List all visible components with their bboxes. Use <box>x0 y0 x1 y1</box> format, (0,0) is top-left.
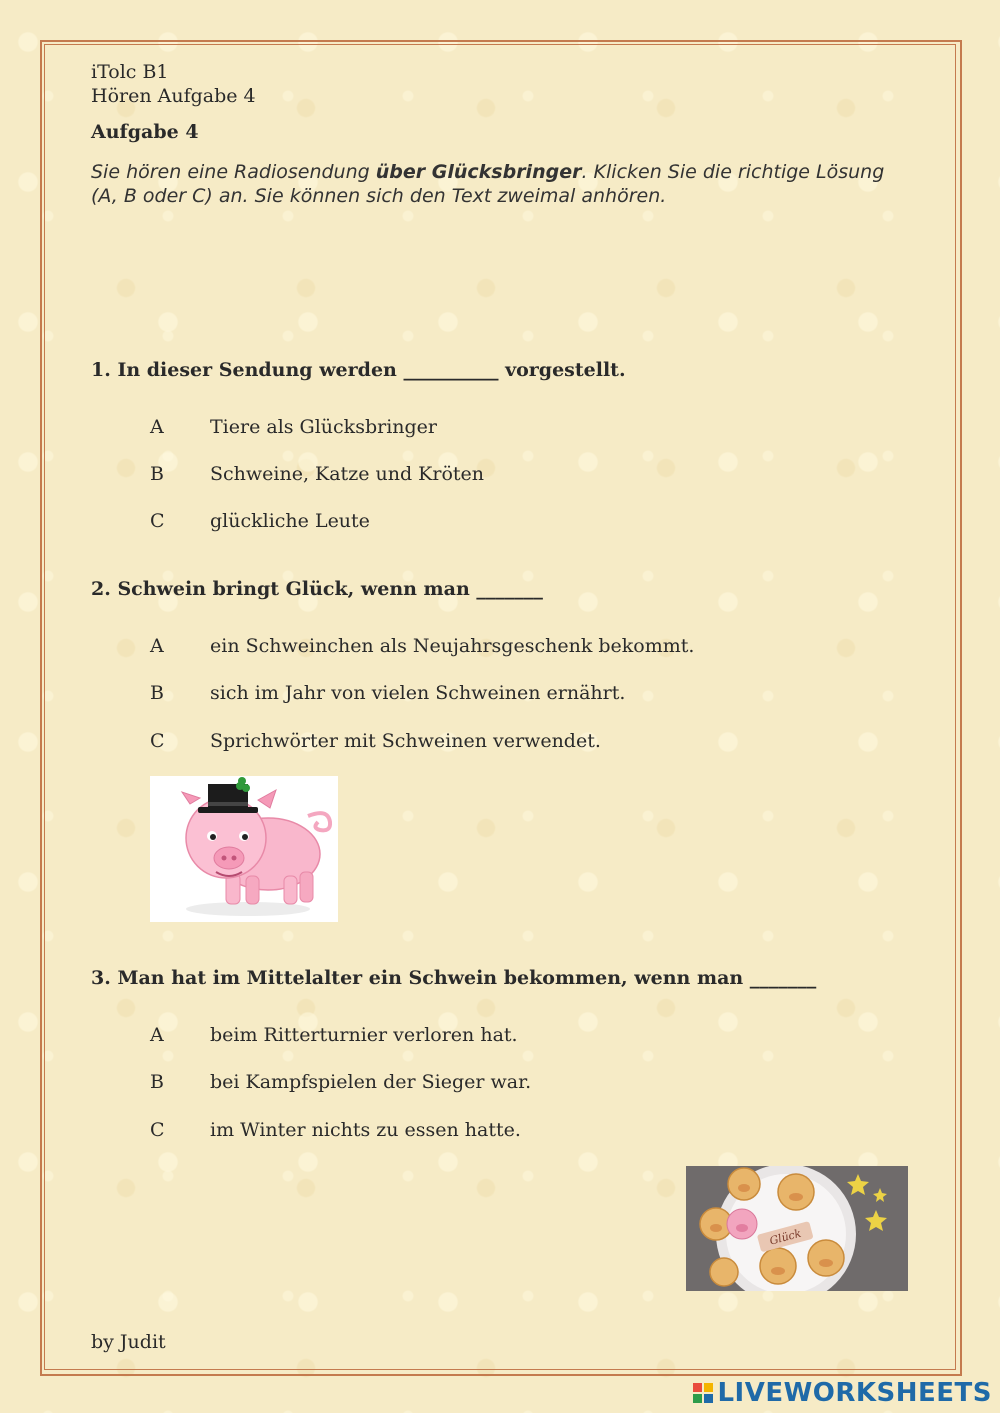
option-text: Schweine, Katze und Kröten <box>210 463 484 485</box>
option-text: beim Ritterturnier verloren hat. <box>210 1024 518 1046</box>
option-text: im Winter nichts zu essen hatte. <box>210 1119 521 1141</box>
author-credit: by Judit <box>91 1331 166 1353</box>
cookie-label: Glück <box>768 1226 803 1248</box>
liveworksheets-logo[interactable] <box>693 1378 992 1408</box>
task-title: Aufgabe 4 <box>91 121 199 143</box>
pig-icon <box>150 776 338 922</box>
cookies-icon <box>686 1166 908 1291</box>
option-letter: C <box>150 510 165 532</box>
option-letter: B <box>150 463 164 485</box>
question-3: 3. Man hat im Mittelalter ein Schwein bekommen, wenn man _______ <box>91 967 817 989</box>
pig-cookies-photo <box>686 1166 908 1291</box>
header-subtitle: Hören Aufgabe 4 <box>91 85 256 107</box>
question-1: 1. In dieser Sendung werden __________ vorgestellt. <box>91 359 626 381</box>
option-text: ein Schweinchen als Neujahrsgeschenk bekommt. <box>210 635 695 657</box>
option-letter: A <box>150 635 164 657</box>
option-text: bei Kampfspielen der Sieger war. <box>210 1071 532 1093</box>
option-letter: A <box>150 1024 164 1046</box>
option-text: glückliche Leute <box>210 510 370 532</box>
option-letter: B <box>150 1071 164 1093</box>
task-instructions: Sie hören eine Radiosendung über Glücksbringer. Klicken Sie die richtige Lösung (A, B oder C) an. Sie können sich den Text zweimal anhören. <box>91 161 885 207</box>
option-text: sich im Jahr von vielen Schweinen ernährt. <box>210 682 626 704</box>
header-level: iTolc B1 <box>91 61 169 83</box>
option-letter: A <box>150 416 164 438</box>
question-2: 2. Schwein bringt Glück, wenn man _______ <box>91 578 543 600</box>
option-letter: C <box>150 730 165 752</box>
option-text: Sprichwörter mit Schweinen verwendet. <box>210 730 601 752</box>
option-letter: C <box>150 1119 165 1141</box>
logo-text: LIVEWORKSHEETS <box>717 1378 992 1408</box>
option-text: Tiere als Glücksbringer <box>210 416 437 438</box>
option-letter: B <box>150 682 164 704</box>
pig-illustration <box>150 776 338 922</box>
logo-grid-icon <box>693 1383 713 1403</box>
